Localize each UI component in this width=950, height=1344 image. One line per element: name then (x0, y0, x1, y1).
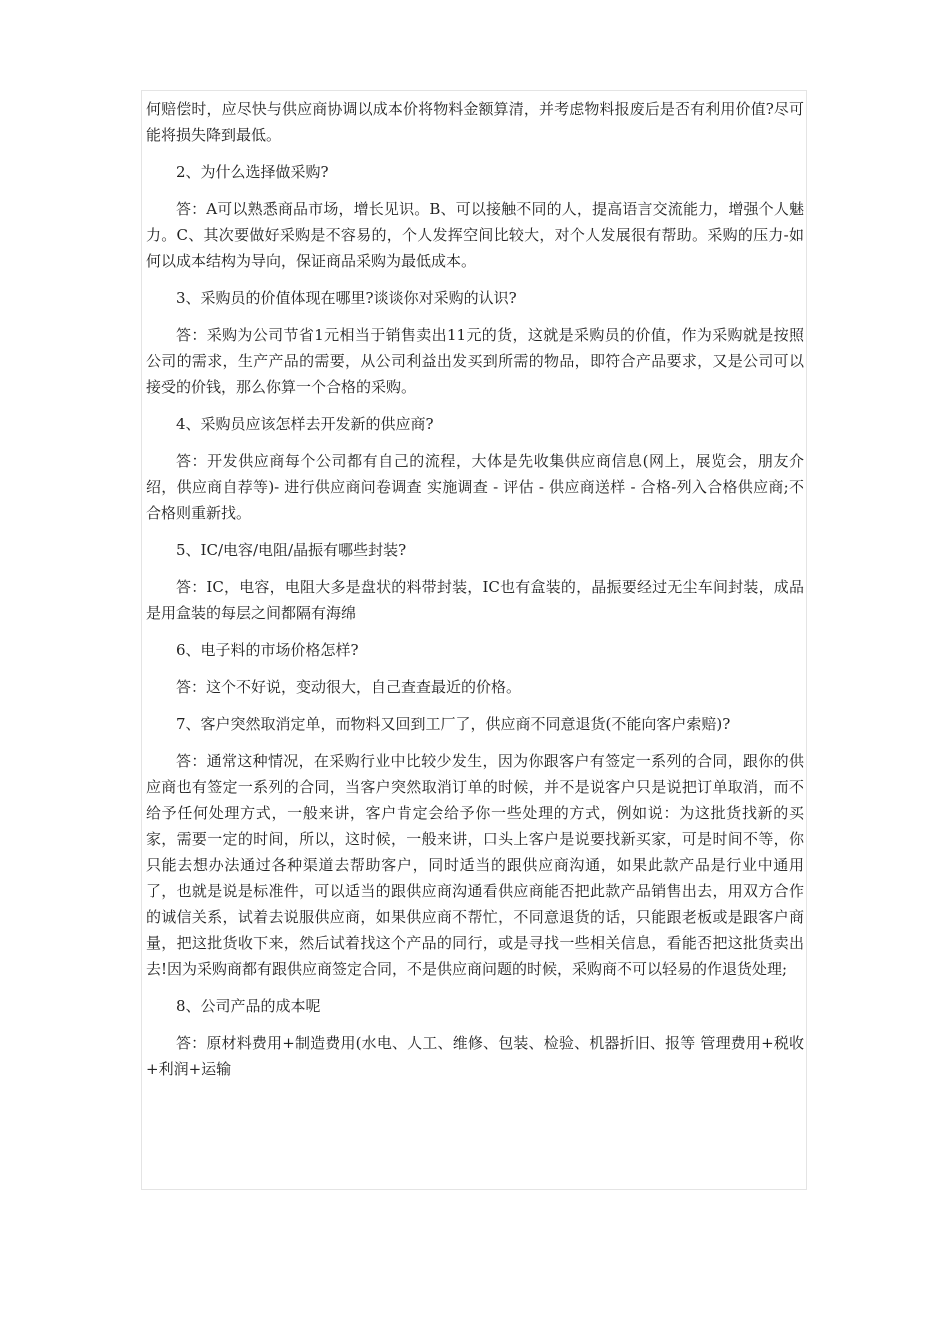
answer-8: 答：原材料费用+制造费用(水电、人工、维修、包装、检验、机器折旧、报等 管理费用+税收+利润+运输 (146, 1034, 804, 1078)
question-2: 2、为什么选择做采购? (176, 163, 329, 181)
answer-3: 答：采购为公司节省1元相当于销售卖出11元的货，这就是采购员的价值，作为采购就是按照公司的需求，生产产品的需要，从公司利益出发买到所需的物品，即符合产品要求，又是公司可以接受的价钱，那么你算一个合格的采购。 (146, 326, 804, 396)
answer-2: 答：A可以熟悉商品市场，增长见识。B、可以接触不同的人，提高语言交流能力，增强个人魅力。C、其次要做好采购是不容易的，个人发挥空间比较大，对个人发展很有帮助。采购的压力-如何以成本结构为导向，保证商品采购为最低成本。 (146, 200, 804, 270)
question-8: 8、公司产品的成本呢 (176, 997, 321, 1015)
document-body (146, 96, 804, 1093)
question-6: 6、电子料的市场价格怎样? (176, 641, 359, 659)
answer-4: 答：开发供应商每个公司都有自己的流程，大体是先收集供应商信息(网上，展览会，朋友介绍，供应商自荐等)- 进行供应商问卷调查 实施调查 - 评估 - 供应商送样 - 合格-列入合格供应商;不合格则重新找。 (146, 452, 804, 522)
answer-6: 答：这个不好说，变动很大，自己查查最近的价格。 (176, 678, 522, 696)
answer-5: 答：IC，电容，电阻大多是盘状的料带封装，IC也有盒装的，晶振要经过无尘车间封装，成品是用盒装的每层之间都隔有海绵 (146, 578, 804, 622)
question-4: 4、采购员应该怎样去开发新的供应商? (176, 415, 434, 433)
question-5: 5、IC/电容/电阻/晶振有哪些封装? (176, 541, 407, 559)
answer-1-continued: 何赔偿时，应尽快与供应商协调以成本价将物料金额算清，并考虑物料报废后是否有利用价值?尽可能将损失降到最低。 (146, 100, 804, 144)
question-7: 7、客户突然取消定单，而物料又回到工厂了，供应商不同意退货(不能向客户索赔)? (176, 715, 731, 733)
answer-7: 答：通常这种情况，在采购行业中比较少发生，因为你跟客户有签定一系列的合同，跟你的供应商也有签定一系列的合同，当客户突然取消订单的时候，并不是说客户只是说把订单取消，而不给予任何处理方式，一般来讲，客户肯定会给予你一些处理的方式，例如说：为这批货找新的买家，需要一定的时间，所以，这时候，一般来讲，口头上客户是说要找新买家，可是时间不等，你只能去想办法通过各种渠道去帮助客户，同时适当的跟供应商沟通，如果此款产品是行业中通用了，也就是说是标准件，可以适当的跟供应商沟通看供应商能否把此款产品销售出去，用双方合作的诚信关系，试着去说服供应商，如果供应商不帮忙，不同意退货的话，只能跟老板或是跟客户商量，把这批货收下来，然后试着找这个产品的同行，或是寻找一些相关信息，看能否把这批货卖出去!因为采购商都有跟供应商签定合同，不是供应商问题的时候，采购商不可以轻易的作退货处理; (146, 752, 804, 978)
question-3: 3、采购员的价值体现在哪里?谈谈你对采购的认识? (176, 289, 517, 307)
